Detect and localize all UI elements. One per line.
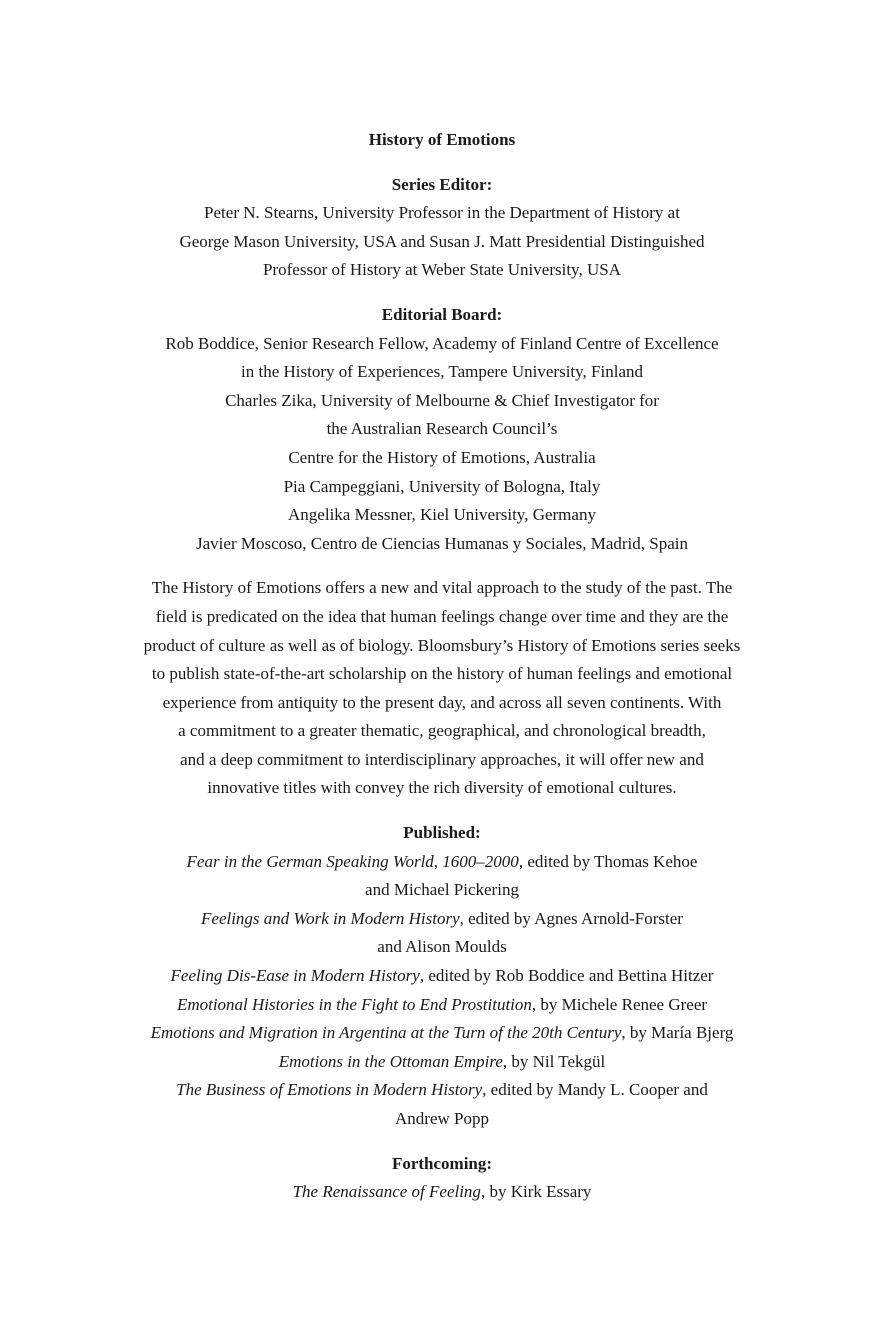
description-line: to publish state-of-the-art scholarship on the history of human feelings and emotional [151,664,733,684]
published-entry [60,1105,824,1134]
published-entry [60,933,824,962]
series-editor-line: George Mason University, USA and Susan J. Matt Presidential Distinguished [179,231,705,251]
book-credit: , by María Bjerg [621,1023,734,1043]
editorial-board-line: Angelika Messner, Kiel University, Germany [288,505,596,525]
published-entry [60,905,824,934]
description-line: product of culture as well as of biology. Bloomsbury’s History of Emotions series seeks [143,635,741,655]
editorial-board-line: Charles Zika, University of Melbourne & Chief Investigator for [225,390,659,410]
editorial-board-line: Pia Campeggiani, University of Bologna, Italy [283,476,601,496]
book-title: Emotions in the Ottoman Empire [278,1051,503,1071]
book-credit: , by Nil Tekgül [502,1051,606,1071]
book-credit: , edited by Agnes Arnold-Forster [459,908,683,928]
editorial-board-line: Javier Moscoso, Centro de Ciencias Humanas y Sociales, Madrid, Spain [196,533,688,553]
description-line: The History of Emotions offers a new and vital approach to the study of the past. The [151,578,733,598]
forthcoming-section [60,1150,824,1207]
book-credit: , by Kirk Essary [480,1182,592,1202]
editorial-board-line: Rob Boddice, Senior Research Fellow, Academy of Finland Centre of Excellence [165,333,719,353]
book-credit: , edited by Thomas Kehoe [518,851,698,871]
editorial-board-line: Centre for the History of Emotions, Australia [288,447,596,467]
editorial-board-heading: Editorial Board: [381,304,503,324]
series-description [60,574,824,803]
forthcoming-heading: Forthcoming: [391,1153,493,1173]
book-title: The Business of Emotions in Modern History [176,1080,483,1100]
published-section [60,819,824,1134]
published-entry [60,848,824,877]
editorial-board-line: in the History of Experiences, Tampere University, Finland [241,362,643,382]
published-heading: Published: [403,823,481,843]
book-title: Fear in the German Speaking World, 1600–2000 [186,851,519,871]
series-editor-line: Peter N. Stearns, University Professor in the Department of History at [204,203,680,223]
published-entry [60,991,824,1020]
book-credit: Andrew Popp [395,1109,489,1128]
series-editor-line: Professor of History at Weber State University, USA [263,260,621,280]
series-page-content [60,126,824,1223]
editorial-board-section [60,301,824,558]
book-credit: and Michael Pickering [365,880,519,900]
description-line: experience from antiquity to the present day, and across all seven continents. With [162,692,722,712]
series-editor-heading: Series Editor: [391,174,493,194]
description-line: a commitment to a greater thematic, geographical, and chronological breadth, [178,721,706,741]
series-title: History of Emotions [368,130,516,149]
book-title: The Renaissance of Feeling [292,1182,481,1202]
description-line: and a deep commitment to interdisciplinary approaches, it will offer new and [180,749,704,769]
description-line: innovative titles with convey the rich diversity of emotional cultures. [207,778,677,798]
book-credit: , edited by Mandy L. Cooper and [482,1080,708,1100]
description-line: field is predicated on the idea that human feelings change over time and they are the [155,606,729,626]
published-entry [60,1076,824,1105]
book-title: Emotions and Migration in Argentina at the Turn of the 20th Century [150,1023,622,1043]
book-credit: , by Michele Renee Greer [531,994,708,1014]
editorial-board-line: the Australian Research Council’s [326,419,558,439]
series-editor-section [60,171,824,285]
book-title: Emotional Histories in the Fight to End Prostitution [176,994,532,1014]
published-entry [60,876,824,905]
book-credit: and Alison Moulds [377,937,507,957]
book-title: Feeling Dis-Ease in Modern History [170,966,420,986]
forthcoming-entry [60,1178,824,1207]
published-entry [60,1048,824,1077]
book-credit: , edited by Rob Boddice and Bettina Hitzer [419,966,714,986]
published-entry [60,962,824,991]
published-entry [60,1019,824,1048]
book-title: Feelings and Work in Modern History [201,908,460,928]
